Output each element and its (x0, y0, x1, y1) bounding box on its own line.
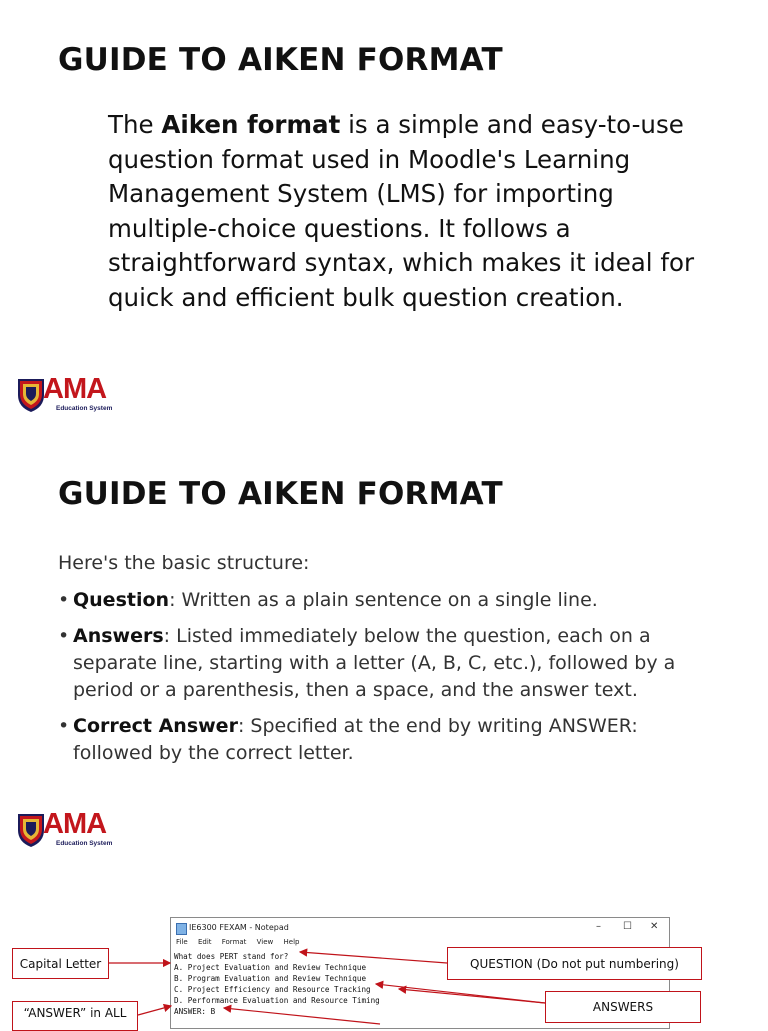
text-line-answer-a: A. Project Evaluation and Review Technique (174, 963, 367, 972)
menu-help[interactable]: Help (283, 938, 300, 946)
logo-subtitle: Education System (56, 840, 113, 847)
callout-answer-caps: “ANSWER” in ALL (12, 1001, 138, 1031)
notepad-title: IE6300 FEXAM - Notepad (189, 923, 289, 932)
text-line-answer-d: D. Performance Evaluation and Resource Timing (174, 996, 380, 1005)
slide-1 (0, 0, 768, 430)
menu-file[interactable]: File (176, 938, 188, 946)
slide-2 (0, 440, 768, 860)
arrow-answer-caps (138, 1006, 171, 1015)
bullet-text: : Specified at the end by writing ANSWER: followed by the correct letter. (73, 715, 638, 764)
list-item (58, 623, 718, 704)
minimize-icon[interactable]: – (596, 921, 601, 932)
shield-crest-icon (16, 377, 46, 413)
callout-capital-letter: Capital Letter (12, 948, 109, 979)
slide-title: GUIDE TO AIKEN FORMAT (58, 476, 503, 512)
menu-format[interactable]: Format (221, 938, 247, 946)
intro-bold-term: Aiken format (161, 110, 341, 139)
arrow-answer-line (224, 1008, 380, 1024)
logo-brand: AMA (43, 808, 107, 840)
maximize-icon[interactable]: ☐ (623, 921, 632, 932)
text-line-question: What does PERT stand for? (174, 952, 289, 961)
slide-3 (0, 905, 768, 1024)
bullet-dot-icon: • (58, 625, 70, 647)
list-item (58, 713, 718, 767)
bullet-dot-icon: • (58, 715, 70, 737)
close-icon[interactable]: ✕ (650, 921, 659, 932)
arrow-question (300, 952, 447, 963)
bullet-label: Correct Answer (73, 715, 238, 737)
callout-answers: ANSWERS (545, 991, 701, 1023)
text-line-correct-answer: ANSWER: B (174, 1007, 216, 1016)
menu-edit[interactable]: Edit (197, 938, 212, 946)
text-line-answer-b: B. Program Evaluation and Review Technique (174, 974, 367, 983)
bullet-label: Answers (73, 625, 164, 647)
ama-logo (16, 808, 126, 856)
callout-question: QUESTION (Do not put numbering) (447, 947, 702, 980)
structure-intro: Here's the basic structure: (58, 552, 310, 574)
logo-subtitle: Education System (56, 405, 113, 412)
text-line-answer-c: C. Project Efficiency and Resource Tracking (174, 985, 371, 994)
structure-list (58, 587, 718, 776)
list-item (58, 587, 718, 614)
menu-view[interactable]: View (256, 938, 274, 946)
intro-pre: The (108, 110, 162, 139)
arrow-answers-2 (399, 989, 545, 1003)
bullet-text: : Listed immediately below the question, each on a separate line, starting with a letter (A, B, C, etc.), followed by a period or a parenthesis, then a space, and the answer text. (73, 625, 676, 701)
logo-brand: AMA (43, 373, 107, 405)
slide-title: GUIDE TO AIKEN FORMAT (58, 42, 503, 78)
bullet-text: : Written as a plain sentence on a single line. (169, 589, 598, 611)
intro-rest: is a simple and easy-to-use question format used in Moodle's Learning Management System (LMS) for importing multiple-choice questions. It follows a straightforward syntax, which makes it ideal for quick and efficient bulk question creation. (108, 110, 695, 312)
bullet-label: Question (73, 589, 170, 611)
ama-logo (16, 373, 126, 421)
intro-paragraph (108, 108, 708, 315)
shield-crest-icon (16, 812, 46, 848)
bullet-dot-icon: • (58, 589, 70, 611)
